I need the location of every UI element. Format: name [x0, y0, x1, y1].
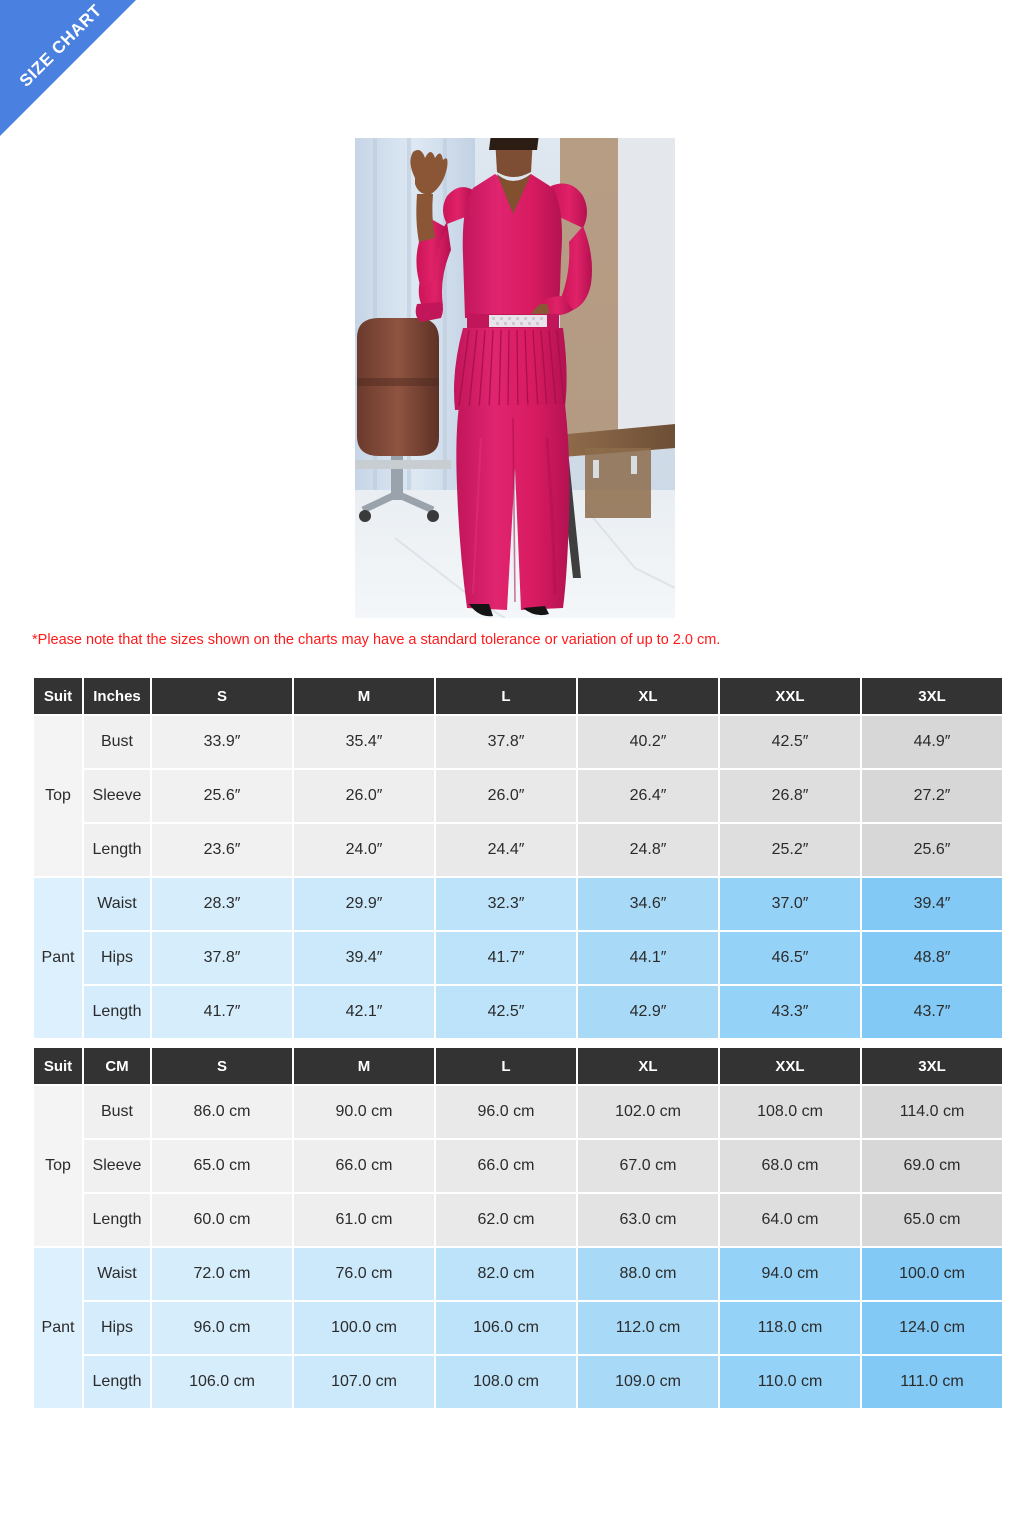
measure-value: 42.5″ — [436, 986, 576, 1038]
measure-value: 109.0 cm — [578, 1356, 718, 1408]
size-table-cm — [32, 1046, 1004, 1410]
measure-value: 42.9″ — [578, 986, 718, 1038]
measure-value: 24.0″ — [294, 824, 434, 876]
measure-value: 106.0 cm — [152, 1356, 292, 1408]
measure-value: 26.0″ — [294, 770, 434, 822]
header-unit: Inches — [84, 678, 150, 714]
measure-value: 96.0 cm — [152, 1302, 292, 1354]
header-size-m: M — [294, 678, 434, 714]
measure-value: 24.4″ — [436, 824, 576, 876]
measure-value: 28.3″ — [152, 878, 292, 930]
measure-value: 106.0 cm — [436, 1302, 576, 1354]
measure-value: 42.5″ — [720, 716, 860, 768]
measure-value: 26.4″ — [578, 770, 718, 822]
ribbon-label: SIZE CHART — [15, 0, 106, 91]
header-row — [34, 678, 1002, 714]
measure-value: 118.0 cm — [720, 1302, 860, 1354]
table-row — [34, 824, 1002, 876]
measure-value: 37.8″ — [436, 716, 576, 768]
measure-value: 65.0 cm — [152, 1140, 292, 1192]
measure-label: Waist — [84, 1248, 150, 1300]
measure-value: 102.0 cm — [578, 1086, 718, 1138]
measure-value: 34.6″ — [578, 878, 718, 930]
measure-label: Length — [84, 986, 150, 1038]
size-table-cm-body — [34, 1086, 1002, 1408]
group-label-top: Top — [34, 716, 82, 876]
header-row — [34, 1048, 1002, 1084]
measure-value: 43.7″ — [862, 986, 1002, 1038]
table-row — [34, 1248, 1002, 1300]
measure-value: 64.0 cm — [720, 1194, 860, 1246]
header-unit: CM — [84, 1048, 150, 1084]
measure-value: 96.0 cm — [436, 1086, 576, 1138]
measure-value: 33.9″ — [152, 716, 292, 768]
measure-value: 100.0 cm — [862, 1248, 1002, 1300]
measure-label: Bust — [84, 1086, 150, 1138]
measure-value: 39.4″ — [862, 878, 1002, 930]
measure-label: Length — [84, 824, 150, 876]
header-suit: Suit — [34, 1048, 82, 1084]
measure-value: 26.0″ — [436, 770, 576, 822]
measure-value: 48.8″ — [862, 932, 1002, 984]
table-row — [34, 932, 1002, 984]
measure-value: 90.0 cm — [294, 1086, 434, 1138]
measure-value: 112.0 cm — [578, 1302, 718, 1354]
header-size-s: S — [152, 678, 292, 714]
measure-value: 46.5″ — [720, 932, 860, 984]
table-row — [34, 1302, 1002, 1354]
header-size-m: M — [294, 1048, 434, 1084]
measure-value: 44.9″ — [862, 716, 1002, 768]
measure-label: Length — [84, 1356, 150, 1408]
measure-value: 23.6″ — [152, 824, 292, 876]
measure-value: 41.7″ — [436, 932, 576, 984]
measure-value: 61.0 cm — [294, 1194, 434, 1246]
measure-value: 67.0 cm — [578, 1140, 718, 1192]
measure-value: 66.0 cm — [294, 1140, 434, 1192]
table-row — [34, 878, 1002, 930]
measure-value: 43.3″ — [720, 986, 860, 1038]
group-label-pant: Pant — [34, 1248, 82, 1408]
measure-value: 41.7″ — [152, 986, 292, 1038]
product-photo-illustration — [355, 138, 675, 618]
measure-label: Sleeve — [84, 1140, 150, 1192]
size-table-inches-body — [34, 716, 1002, 1038]
measure-label: Sleeve — [84, 770, 150, 822]
measure-value: 37.0″ — [720, 878, 860, 930]
measure-value: 24.8″ — [578, 824, 718, 876]
measure-label: Length — [84, 1194, 150, 1246]
measure-value: 25.6″ — [152, 770, 292, 822]
header-size-l: L — [436, 678, 576, 714]
product-photo — [355, 138, 675, 618]
measure-value: 40.2″ — [578, 716, 718, 768]
measure-value: 114.0 cm — [862, 1086, 1002, 1138]
measure-value: 37.8″ — [152, 932, 292, 984]
table-row — [34, 716, 1002, 768]
header-size-xl: XL — [578, 678, 718, 714]
measure-value: 69.0 cm — [862, 1140, 1002, 1192]
measure-value: 68.0 cm — [720, 1140, 860, 1192]
table-row — [34, 1086, 1002, 1138]
tolerance-note: *Please note that the sizes shown on the charts may have a standard tolerance or variation of up to 2.0 cm. — [32, 632, 721, 648]
measure-value: 62.0 cm — [436, 1194, 576, 1246]
measure-label: Waist — [84, 878, 150, 930]
table-row — [34, 1140, 1002, 1192]
size-chart-ribbon — [0, 0, 140, 140]
measure-value: 25.2″ — [720, 824, 860, 876]
table-row — [34, 770, 1002, 822]
measure-value: 26.8″ — [720, 770, 860, 822]
measure-value: 32.3″ — [436, 878, 576, 930]
size-table-inches — [32, 676, 1004, 1040]
size-table-cm-head — [34, 1048, 1002, 1084]
measure-value: 65.0 cm — [862, 1194, 1002, 1246]
measure-value: 110.0 cm — [720, 1356, 860, 1408]
measure-value: 108.0 cm — [436, 1356, 576, 1408]
measure-value: 111.0 cm — [862, 1356, 1002, 1408]
header-size-xxl: XXL — [720, 678, 860, 714]
header-size-xl: XL — [578, 1048, 718, 1084]
table-row — [34, 1194, 1002, 1246]
measure-label: Bust — [84, 716, 150, 768]
measure-value: 76.0 cm — [294, 1248, 434, 1300]
size-table-inches-head — [34, 678, 1002, 714]
measure-value: 66.0 cm — [436, 1140, 576, 1192]
measure-value: 82.0 cm — [436, 1248, 576, 1300]
table-row — [34, 1356, 1002, 1408]
measure-value: 27.2″ — [862, 770, 1002, 822]
measure-value: 107.0 cm — [294, 1356, 434, 1408]
measure-label: Hips — [84, 932, 150, 984]
header-size-xxl: XXL — [720, 1048, 860, 1084]
table-row — [34, 986, 1002, 1038]
header-size-s: S — [152, 1048, 292, 1084]
header-size-3xl: 3XL — [862, 678, 1002, 714]
measure-value: 124.0 cm — [862, 1302, 1002, 1354]
header-size-3xl: 3XL — [862, 1048, 1002, 1084]
ribbon-triangle — [0, 0, 136, 136]
measure-value: 86.0 cm — [152, 1086, 292, 1138]
group-label-pant: Pant — [34, 878, 82, 1038]
measure-value: 88.0 cm — [578, 1248, 718, 1300]
measure-value: 42.1″ — [294, 986, 434, 1038]
measure-value: 29.9″ — [294, 878, 434, 930]
measure-label: Hips — [84, 1302, 150, 1354]
group-label-top: Top — [34, 1086, 82, 1246]
measure-value: 44.1″ — [578, 932, 718, 984]
header-suit: Suit — [34, 678, 82, 714]
measure-value: 72.0 cm — [152, 1248, 292, 1300]
measure-value: 63.0 cm — [578, 1194, 718, 1246]
measure-value: 94.0 cm — [720, 1248, 860, 1300]
measure-value: 25.6″ — [862, 824, 1002, 876]
measure-value: 39.4″ — [294, 932, 434, 984]
measure-value: 60.0 cm — [152, 1194, 292, 1246]
measure-value: 100.0 cm — [294, 1302, 434, 1354]
measure-value: 35.4″ — [294, 716, 434, 768]
header-size-l: L — [436, 1048, 576, 1084]
measure-value: 108.0 cm — [720, 1086, 860, 1138]
